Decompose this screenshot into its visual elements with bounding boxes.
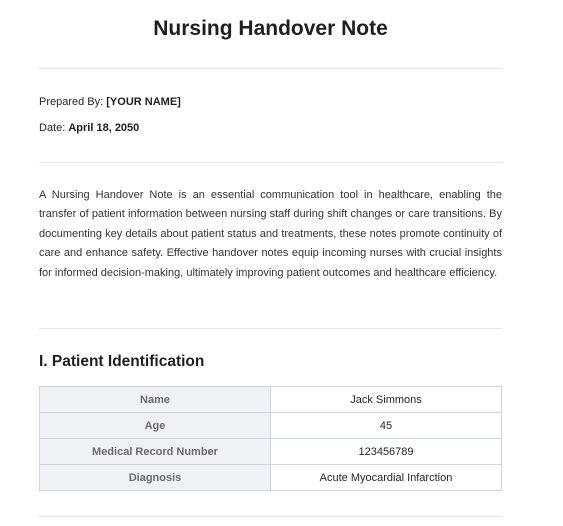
table-row [40, 413, 502, 439]
row-value-age: 45 [271, 413, 502, 439]
intro-paragraph: A Nursing Handover Note is an essential communication tool in healthcare, enabling the transfer of patient information between nursing staff during shift changes or care transitions. By documenting key details about patient status and treatments, these notes promote continuity of care and enhance safety. Effective handover notes equip incoming nurses with crucial insights for informed decision-making, ultimately improving patient outcomes and healthcare efficiency. [39, 189, 502, 279]
divider [39, 516, 502, 517]
row-value-name: Jack Simmons [271, 387, 502, 413]
divider [39, 328, 502, 329]
row-value-diagnosis: Acute Myocardial Infarction [271, 465, 502, 491]
prepared-by-label: Prepared By: [39, 96, 104, 108]
row-label-name: Name [40, 387, 271, 413]
row-value-medical-record-number: 123456789 [271, 439, 502, 465]
divider [39, 162, 502, 163]
date-label: Date: [39, 122, 66, 134]
prepared-by-value: [YOUR NAME] [106, 96, 181, 108]
patient-identification-table [39, 386, 502, 491]
date-line [39, 122, 139, 134]
row-label-medical-record-number: Medical Record Number [40, 439, 271, 465]
table-row [40, 439, 502, 465]
row-label-diagnosis: Diagnosis [40, 465, 271, 491]
table-row [40, 465, 502, 491]
divider [39, 68, 502, 69]
section-heading-patient-identification: I. Patient Identification [39, 353, 205, 370]
date-value: April 18, 2050 [68, 122, 140, 134]
table-row [40, 387, 502, 413]
prepared-by-line [39, 96, 181, 108]
row-label-age: Age [40, 413, 271, 439]
document-title: Nursing Handover Note [153, 17, 388, 40]
